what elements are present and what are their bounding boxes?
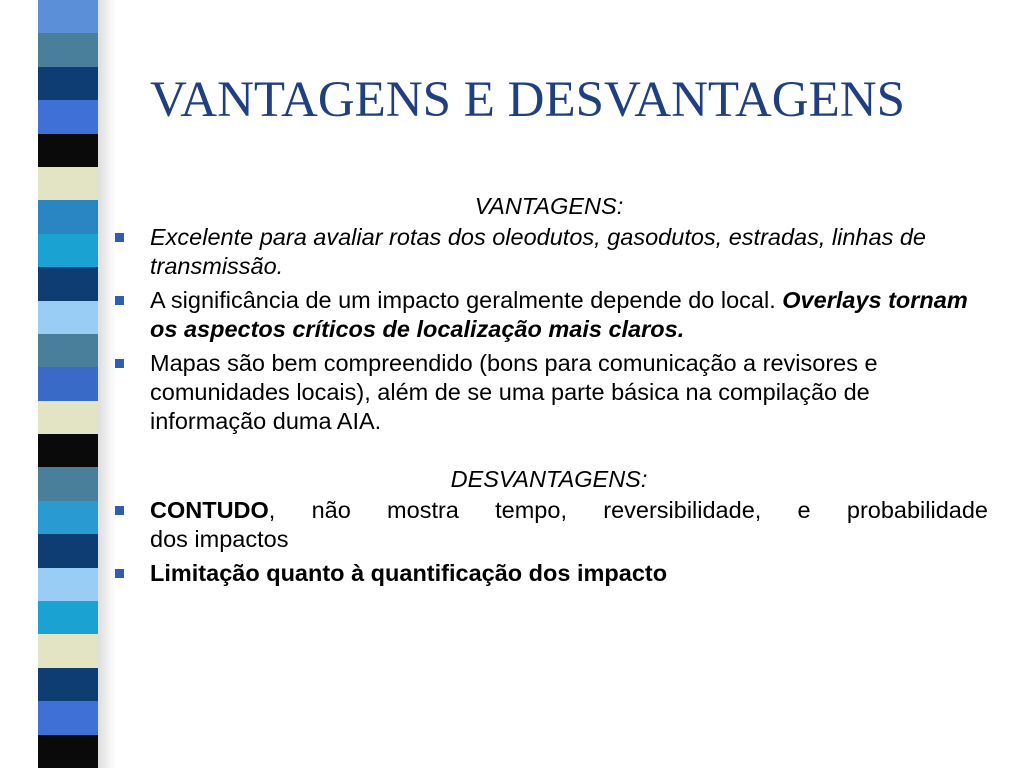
bullet-square-icon (115, 569, 124, 578)
slide-title: VANTAGENS E DESVANTAGENS (150, 72, 905, 128)
disadvantage-line (150, 496, 988, 525)
advantage-text: Mapas são bem compreendido (bons para comunicação a revisores e comunidades locais), além de se uma parte básica na compilação de informação duma AIA. (150, 350, 878, 434)
stripe-segment (38, 467, 98, 501)
bullet-square-icon (115, 359, 124, 368)
bullet-square-icon (115, 233, 124, 242)
advantages-heading: VANTAGENS: (474, 193, 624, 219)
stripe-segment (38, 735, 98, 768)
advantage-emphasis: Overlays tornam os aspectos críticos de localização mais claros. (150, 287, 968, 342)
stripe-segment (38, 33, 98, 67)
bullet-square-icon (115, 296, 124, 305)
stripe-segment (38, 134, 98, 168)
stripe-segment (38, 234, 98, 268)
stripe-segment (38, 434, 98, 468)
stripe-segment (38, 301, 98, 335)
advantage-item (110, 223, 988, 281)
stripe-segment (38, 67, 98, 101)
stripe-segment (38, 401, 98, 435)
stripe-segment (38, 167, 98, 201)
stripe-segment (38, 568, 98, 602)
stripe-segment (38, 534, 98, 568)
advantage-item (110, 286, 988, 344)
stripe-segment (38, 367, 98, 401)
stripe-segment (38, 0, 98, 34)
stripe-segment (38, 267, 98, 301)
slide-content (110, 192, 988, 593)
stripe-segment (38, 501, 98, 535)
stripe-segment (38, 100, 98, 134)
advantage-text: A significância de um impacto geralmente depende do local. (150, 287, 776, 313)
disadvantage-strong: Limitação quanto à quantificação dos impacto (150, 560, 668, 586)
advantage-text: Excelente para avaliar rotas dos oleodutos, gasodutos, estradas, linhas de transmissão. (150, 224, 926, 279)
stripe-segment (38, 601, 98, 635)
stripe-segment (38, 634, 98, 668)
disadvantage-strong: CONTUDO (150, 497, 269, 523)
bullet-square-icon (115, 506, 124, 515)
disadvantage-item (110, 559, 988, 588)
stripe-segment (38, 668, 98, 702)
stripe-segment (38, 701, 98, 735)
disadvantages-heading: DESVANTAGENS: (450, 466, 648, 492)
disadvantage-item (110, 496, 988, 554)
stripe-segment (38, 200, 98, 234)
stripe-segment (38, 334, 98, 368)
disadvantage-text: , não mostra tempo, reversibilidade, e probabilidade (268, 497, 988, 523)
advantage-item (110, 349, 988, 436)
decorative-stripe-band (38, 0, 98, 768)
disadvantage-text-continued: dos impactos (150, 526, 289, 552)
